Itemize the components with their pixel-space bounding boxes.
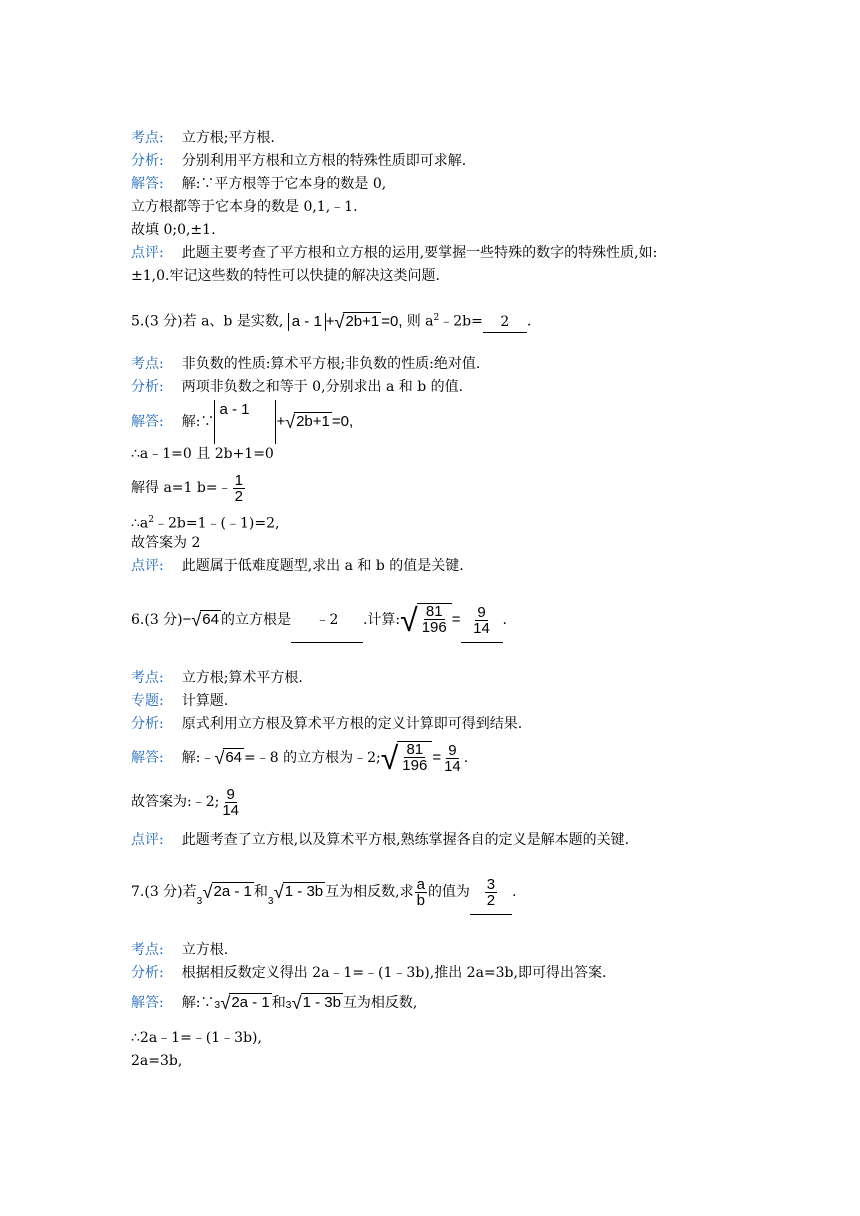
q7-jieda: 解答: 解:∵ 3 √ 2a - 1 和 3 √ 1 - 3b 互为相反数, <box>131 993 418 1013</box>
q7-cbrt2: 3 √ 1 - 3b <box>267 882 324 907</box>
q5-dianping <box>131 556 464 576</box>
q5-step2 <box>131 470 246 506</box>
q7-fenxi-text: 根据相反数定义得出 2a﹣1=﹣(1﹣3b),推出 2a=3b,即可得出答案. <box>181 965 607 981</box>
q5-jieda-prefix: 解:∵ <box>181 414 215 430</box>
label-fenxi: 分析: <box>131 153 164 169</box>
q5-jieda-sqrt: √ 2b+1 <box>285 412 330 432</box>
label-dianping: 点评: <box>131 832 164 848</box>
q7-fenxi <box>131 963 606 983</box>
q4-fenxi <box>131 151 466 171</box>
q5-minus2b: ﹣2b= <box>439 313 483 330</box>
q6-question: 6.(3 分)− √ 64 的立方根是 ﹣2 .计算: √ $\frac{81}{196}$ = $\frac{9}{14}$ . <box>131 598 507 643</box>
q4-dianping-line2: ±1,0.牢记这些数的特性可以快捷的解决这类问题. <box>131 268 440 284</box>
q5-kaodian-text: 非负数的性质:算术平方根;非负数的性质:绝对值. <box>181 356 481 372</box>
q5-jieda-abs: a - 1 <box>214 400 276 444</box>
q4-kaodian <box>131 128 275 148</box>
q6-text2: .计算: <box>362 612 401 628</box>
q4-jieda-text: 解:∵平方根等于它本身的数是 0, <box>181 176 387 192</box>
label-fenxi: 分析: <box>131 716 164 732</box>
q7-cbrt1: 3 √ 2a - 1 <box>196 882 252 907</box>
label-kaodian: 考点: <box>131 356 164 372</box>
q5-step3-a: ∴a <box>131 515 149 532</box>
q5-step1: ∴a﹣1=0 且 2b+1=0 <box>131 446 274 462</box>
q5-then: 则 a <box>406 313 434 330</box>
q5-prefix: 5.(3 分)若 a、b 是实数, <box>131 313 284 330</box>
label-kaodian: 考点: <box>131 130 164 146</box>
q5-kaodian <box>131 354 480 374</box>
q6-answer2: $\frac{9}{14}$ <box>461 598 503 643</box>
q6-sqrt-frac: √ $\frac{81}{196}$ <box>400 603 452 637</box>
q5-sup: 2 <box>433 313 440 323</box>
q6-jieda-sqrt-frac: √ $\frac{81}{196}$ <box>381 741 433 775</box>
q5-fenxi <box>131 377 463 397</box>
label-kaodian: 考点: <box>131 942 164 958</box>
q4-kaodian-text: 立方根;平方根. <box>181 130 275 146</box>
q6-dianping-text: 此题考查了立方根,以及算术平方根,熟练掌握各自的定义是解本题的关键. <box>181 832 630 848</box>
q4-fenxi-text: 分别利用平方根和立方根的特殊性质即可求解. <box>181 153 467 169</box>
label-fenxi: 分析: <box>131 379 164 395</box>
q5-step3-b: ﹣2b=1﹣(﹣1)=2, <box>154 515 280 532</box>
q7-frac-ab: $\frac{a}{b}$ <box>416 875 425 909</box>
q5-eq0: =0, <box>381 312 403 330</box>
q6-answer1: ﹣2 <box>291 598 363 643</box>
q5-abs: a - 1 <box>288 313 326 331</box>
label-fenxi: 分析: <box>131 965 164 981</box>
q6-fenxi-text: 原式利用立方根及算术平方根的定义计算即可得到结果. <box>181 716 523 732</box>
q5-answer-blank: 2 <box>483 312 527 333</box>
q5-half-fraction: $\frac{1}{2}$ <box>234 471 243 505</box>
label-jieda: 解答: <box>131 750 164 766</box>
q7-prefix: 7.(3 分)若 <box>131 884 197 900</box>
q4-jieda <box>131 174 386 194</box>
q6-final-text: 故答案为:﹣2; <box>131 794 220 810</box>
q5-question <box>131 308 531 333</box>
q5-sqrt-expr: 2b+1 <box>345 312 380 330</box>
q5-step2-text: 解得 a=1 b=﹣ <box>131 480 232 496</box>
q6-neg: − <box>182 611 192 628</box>
q7-question: 7.(3 分)若 3 √ 2a - 1 和 3 √ 1 - 3b 互为相反数,求 $\frac{a}{b}$ 的值为 $\frac{3}{2}$ . <box>131 870 516 915</box>
q5-end: . <box>526 313 532 330</box>
q5-formula <box>288 313 407 330</box>
label-jieda: 解答: <box>131 995 164 1011</box>
q7-kaodian <box>131 940 228 960</box>
q6-final: 故答案为:﹣2; $\frac{9}{14}$ <box>131 785 240 819</box>
q5-jieda <box>131 400 353 444</box>
q6-kaodian-text: 立方根;算术平方根. <box>181 670 303 686</box>
q4-jieda-line3: 故填 0;0,±1. <box>131 222 216 238</box>
label-dianping: 点评: <box>131 245 164 261</box>
q6-kaodian <box>131 668 303 688</box>
q6-text1: 的立方根是 <box>220 612 291 628</box>
q5-jieda-eq0: =0, <box>331 413 354 430</box>
label-kaodian: 考点: <box>131 670 164 686</box>
q6-zhuanti-text: 计算题. <box>181 693 229 709</box>
label-jieda: 解答: <box>131 414 164 430</box>
q7-kaodian-text: 立方根. <box>181 942 229 958</box>
q5-jieda-plus: + <box>276 413 286 430</box>
q4-dianping-text: 此题主要考查了平方根和立方根的运用,要掌握一些特殊的数字的特殊性质,如: <box>181 245 658 261</box>
label-jieda: 解答: <box>131 176 164 192</box>
q6-jieda: 解答: 解:﹣ √ 64 =﹣8 的立方根为﹣2; √ $\frac{81}{196}$ = $\frac{9}{14}$ . <box>131 740 469 776</box>
q6-fenxi <box>131 714 522 734</box>
q5-plus: + <box>325 312 335 330</box>
q6-zhuanti <box>131 691 228 711</box>
q5-fenxi-text: 两项非负数之和等于 0,分别求出 a 和 b 的值. <box>181 379 464 395</box>
q7-answer: $\frac{3}{2}$ <box>470 870 512 915</box>
label-dianping: 点评: <box>131 558 164 574</box>
q5-dianping-text: 此题属于低难度题型,求出 a 和 b 的值是关键. <box>181 558 464 574</box>
q6-dianping <box>131 830 629 850</box>
q6-prefix: 6.(3 分) <box>131 612 183 628</box>
q7-step2: 2a=3b, <box>131 1053 183 1069</box>
q6-sqrt64: √ 64 <box>191 610 219 630</box>
label-zhuanti: 专题: <box>131 693 164 709</box>
q4-jieda-line2: 立方根都等于它本身的数是 0,1,﹣1. <box>131 199 358 215</box>
q4-dianping <box>131 243 657 263</box>
q5-sqrt: √ 2b+1 <box>334 311 380 332</box>
q5-step4: 故答案为 2 <box>131 535 201 551</box>
q7-step1: ∴2a﹣1=﹣(1﹣3b), <box>131 1030 262 1046</box>
q5-step3: $\therefore a^2﹣2b=1﹣(﹣1)=2$, <box>131 515 280 532</box>
